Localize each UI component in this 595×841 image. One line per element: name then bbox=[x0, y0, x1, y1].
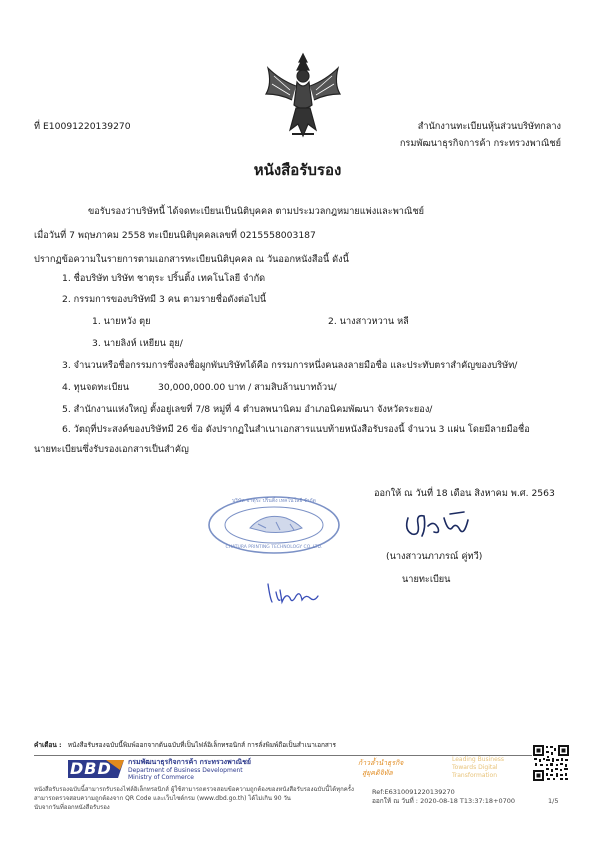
footer-note-1: หนังสือรับรองฉบับนี้สามารถรับรองไฟล์อิเล็กทรอนิกส์ ผู้ใช้สามารถตรวจสอบข้อความถูกต้องของหนังสือรับรองฉบับนี้ได้ทุกครั้ง bbox=[34, 786, 354, 793]
item-objectives: 6. วัตถุที่ประสงค์ของบริษัทมี 26 ข้อ ดังปรากฏในสำเนาเอกสารแนบท้ายหนังสือรับรองนี้ จำนวน 3 แผ่น โดยมีลายมือชื่อ bbox=[62, 424, 530, 435]
registrar-name: (นางสาวนภาภรณ์ คู่ทวี) bbox=[386, 551, 483, 562]
footer-note-3: นับจากวันที่ออกหนังสือรับรอง bbox=[34, 804, 110, 811]
footer-warning bbox=[34, 740, 336, 750]
registrar-title: นายทะเบียน bbox=[402, 574, 451, 585]
warning-label: คำเตือน : bbox=[34, 741, 62, 749]
item-head-office: 5. สำนักงานแห่งใหญ่ ตั้งอยู่เลขที่ 7/8 หมู่ที่ 4 ตำบลพนานิคม อำเภอนิคมพัฒนา จังหวัดระยอง/ bbox=[62, 404, 433, 415]
issued-timestamp: ออกให้ ณ วันที่ : 2020-08-18 T13:37:18+0700 bbox=[372, 797, 516, 805]
dept-name-en: Department of Business Development bbox=[128, 767, 243, 774]
seal-text-bottom: CHATURA PRINTING TECHNOLOGY CO.,LTD. bbox=[225, 545, 323, 550]
dbd-logo-text: DBD bbox=[70, 759, 112, 778]
reference-number: Ref:E6310091220139270 bbox=[372, 788, 455, 796]
office-name: สำนักงานทะเบียนหุ้นส่วนบริษัทกลาง bbox=[417, 121, 561, 132]
item-company-name: 1. ชื่อบริษัท บริษัท ชาตุระ ปริ้นติ้ง เทคโนโลยี จำกัด bbox=[62, 273, 266, 284]
page-title: หนังสือรับรอง bbox=[253, 161, 342, 179]
intro-line-3: ปรากฏข้อความในรายการตามเอกสารทะเบียนนิติบุคคล ณ วันออกหนังสือนี้ ดังนี้ bbox=[34, 254, 349, 265]
footer-note-2: สามารถตรวจสอบความถูกต้องจาก QR Code และเว็บไซต์กรม (www.dbd.go.th) ได้ไม่เกิน 90 วัน bbox=[34, 795, 291, 802]
seal-text-top: บริษัท ชาตุระ ปริ้นติ้ง เทคโนโลยี จำกัด bbox=[232, 498, 316, 504]
tagline-th-2: สู่ยุคดิจิทัล bbox=[362, 769, 393, 777]
tagline-en-2: Towards Digital bbox=[452, 764, 498, 771]
item-directors: 2. กรรมการของบริษัทมี 3 คน ตามรายชื่อดังต่อไปนี้ bbox=[62, 294, 267, 305]
ministry-name-en: Ministry of Commerce bbox=[128, 774, 194, 781]
issue-date: ออกให้ ณ วันที่ 18 เดือน สิงหาคม พ.ศ. 2563 bbox=[374, 488, 555, 499]
initials-signature bbox=[264, 578, 322, 608]
intro-line-1: ขอรับรองว่าบริษัทนี้ ได้จดทะเบียนเป็นนิติบุคคล ตามประมวลกฎหมายแพ่งและพาณิชย์ bbox=[88, 206, 425, 217]
intro-line-2: เมื่อวันที่ 7 พฤษภาคม 2558 ทะเบียนนิติบุคคลเลขที่ 0215558003187 bbox=[34, 230, 316, 241]
warning-text: หนังสือรับรองฉบับนี้พิมพ์ออกจากต้นฉบับที่เป็นไฟล์อิเล็กทรอนิกส์ การลั่งพิมพ์ถือเป็นสำเนาเอกสาร bbox=[67, 741, 337, 749]
tagline-en-1: Leading Business bbox=[452, 756, 505, 763]
tagline-th-1: ก้าวล้ำนำธุรกิจ bbox=[358, 759, 404, 767]
director-2: 2. นางสาวหวาน หลี bbox=[328, 316, 409, 327]
document-number: ที่ E10091220139270 bbox=[34, 121, 131, 132]
qr-code-icon[interactable] bbox=[532, 744, 570, 782]
item-objectives-cont: นายทะเบียนซึ่งรับรองเอกสารเป็นสำคัญ bbox=[34, 444, 189, 455]
tagline-en-3: Transformation bbox=[452, 772, 498, 779]
director-1: 1. นายหวัง ตุย bbox=[92, 316, 151, 327]
registrar-signature bbox=[402, 508, 482, 542]
director-3: 3. นายลิงห์ เหยียน ฮุย/ bbox=[92, 338, 183, 349]
page-number: 1/5 bbox=[548, 797, 559, 805]
item-capital-label: 4. ทุนจดทะเบียน bbox=[62, 382, 129, 393]
dept-name-th: กรมพัฒนาธุรกิจการค้า กระทรวงพาณิชย์ bbox=[128, 758, 251, 766]
dbd-logo-icon bbox=[66, 756, 126, 780]
garuda-emblem-icon bbox=[262, 50, 344, 142]
item-capital-value: 30,000,000.00 บาท / สามสิบล้านบาทถ้วน/ bbox=[158, 382, 337, 393]
item-signing-authority: 3. จำนวนหรือชื่อกรรมการซึ่งลงชื่อผูกพันบริษัทได้คือ กรรมการหนึ่งคนลงลายมือชื่อ และประทับตราสำคัญของบริษัท/ bbox=[62, 360, 518, 371]
ministry-name: กรมพัฒนาธุรกิจการค้า กระทรวงพาณิชย์ bbox=[399, 138, 561, 149]
